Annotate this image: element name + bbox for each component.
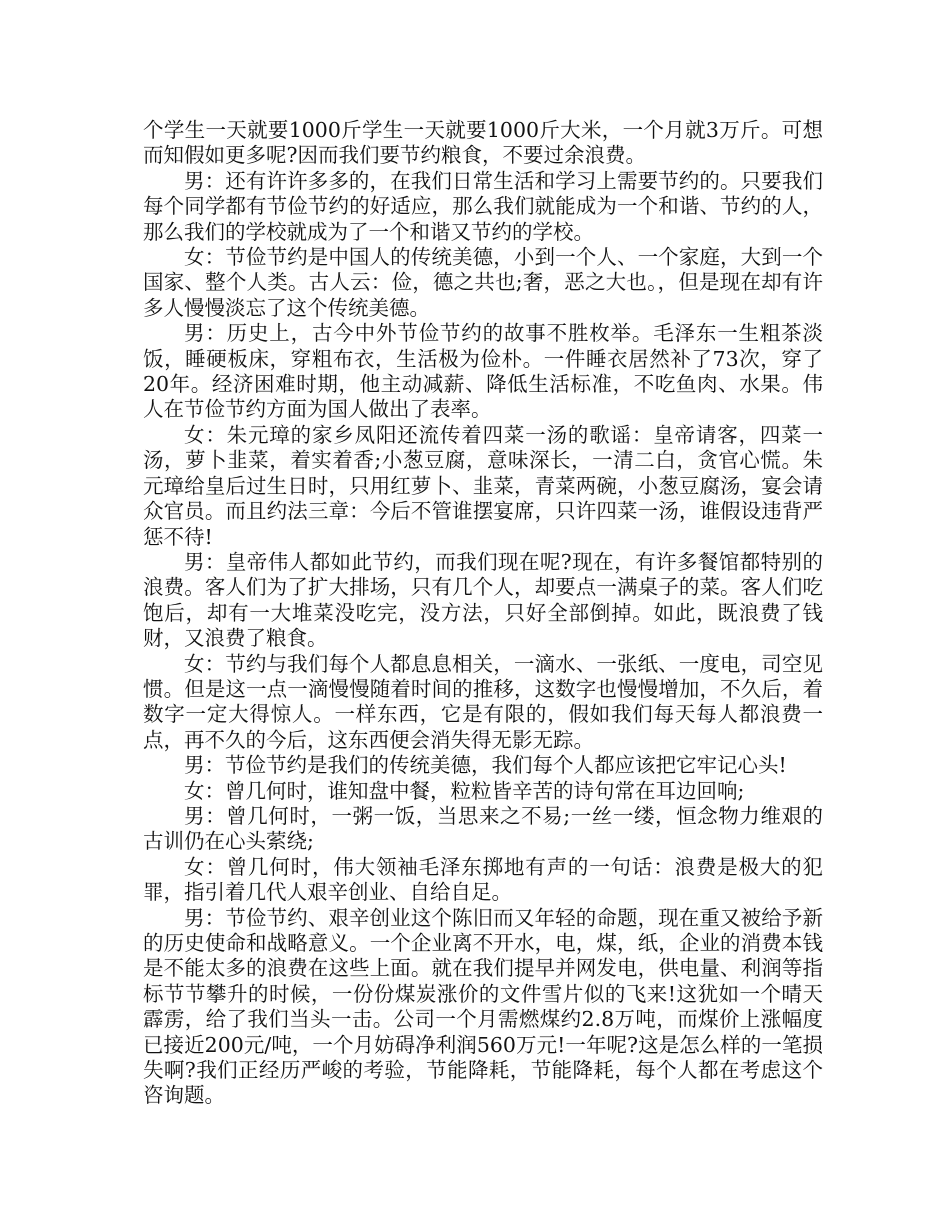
paragraph-1: 个学生一天就要1000斤学生一天就要1000斤大米，一个月就3万斤。可想而知假如更多呢?因而我们要节约粮食，不要过余浪费。 [143,118,823,168]
paragraph-11: 女：曾几何时，伟大领袖毛泽东掷地有声的一句话：浪费是极大的犯罪，指引着几代人艰辛创业、自给自足。 [143,854,823,905]
paragraph-8: 男：节俭节约是我们的传统美德，我们每个人都应该把它牢记心头! [184,753,787,778]
paragraph-3: 女：节俭节约是中国人的传统美德，小到一个人、一个家庭，大到一个国家、整个人类。古人云：俭，德之共也;奢，恶之大也。，但是现在却有许多人慢慢淡忘了这个传统美德。 [143,245,823,320]
paragraph-6: 男：皇帝伟人都如此节约，而我们现在呢?现在，有许多餐馆都特别的浪费。客人们为了扩大排场，只有几个人，却要点一满桌子的菜。客人们吃饱后，却有一大堆菜没吃完，没方法，只好全部倒掉。如此，既浪费了钱财，又浪费了粮食。 [143,549,823,651]
paragraph-4: 男：历史上，古今中外节俭节约的故事不胜枚举。毛泽东一生粗茶淡饭，睡硬板床，穿粗布衣，生活极为俭朴。一件睡衣居然补了73次，穿了20年。经济困难时期，他主动减薪、降低生活标准，不吃鱼肉、水果。伟人在节俭节约方面为国人做出了表率。 [143,321,823,422]
paragraph-5: 女：朱元璋的家乡凤阳还流传着四菜一汤的歌谣：皇帝请客，四菜一汤，萝卜韭菜，着实着香;小葱豆腐，意味深长，一清二白，贪官心慌。朱元璋给皇后过生日时，只用红萝卜、韭菜，青菜两碗，小葱豆腐汤，宴会请众官员。而且约法三章：今后不管谁摆宴席，只许四菜一汤，谁假设违背严惩不待! [143,422,823,549]
paragraph-10: 男：曾几何时，一粥一饭，当思来之不易;一丝一缕，恒念物力维艰的古训仍在心头萦绕; [143,803,823,854]
paragraph-9: 女：曾几何时，谁知盘中餐，粒粒皆辛苦的诗句常在耳边回响; [184,778,745,803]
paragraph-12: 男：节俭节约、艰辛创业这个陈旧而又年轻的命题，现在重又被给予新的历史使命和战略意义。一个企业离不开水，电，煤，纸，企业的消费本钱是不能太多的浪费在这些上面。就在我们提早并网发电，供电量、利润等指标节节攀升的时候，一份份煤炭涨价的文件雪片似的飞来!这犹如一个晴天霹雳，给了我们当头一击。公司一个月需燃煤约2.8万吨，而煤价上涨幅度已接近200元/吨，一个月妨碍净利润560万元!一年呢?这是怎么样的一笔损失啊?我们正经历严峻的考验，节能降耗，节能降耗，每个人都在考虑这个咨询题。 [143,905,823,1108]
paragraph-7: 女：节约与我们每个人都息息相关，一滴水、一张纸、一度电，司空见惯。但是这一点一滴慢慢随着时间的推移，这数字也慢慢增加，不久后，着数字一定大得惊人。一样东西，它是有限的，假如我们每天每人都浪费一点，再不久的今后，这东西便会消失得无影无踪。 [143,651,823,752]
paragraph-2: 男：还有许许多多的，在我们日常生活和学习上需要节约的。只要我们每个同学都有节俭节约的好适应，那么我们就能成为一个和谐、节约的人，那么我们的学校就成为了一个和谐又节约的学校。 [143,168,823,244]
document-page [143,118,823,1109]
